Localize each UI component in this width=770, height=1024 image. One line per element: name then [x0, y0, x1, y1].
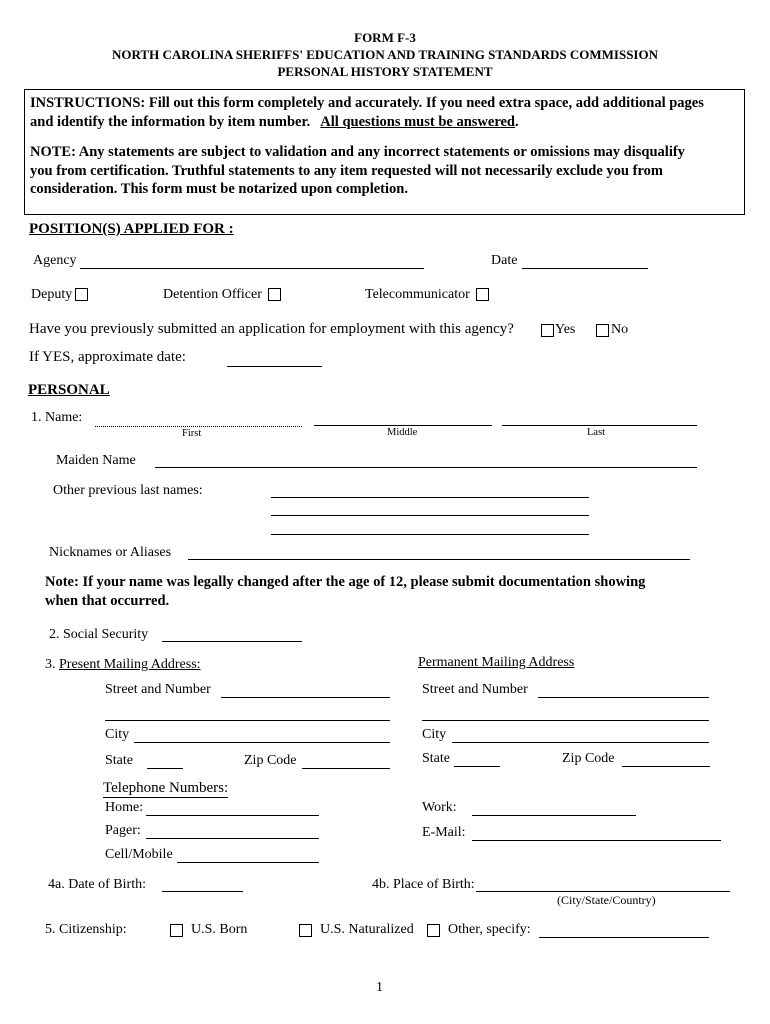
detention-officer-label: Detention Officer	[163, 287, 262, 302]
other-citizenship-checkbox[interactable]	[427, 924, 440, 937]
present-street-field[interactable]	[221, 697, 390, 698]
other-citizenship-label: Other, specify:	[448, 922, 531, 937]
telecommunicator-label: Telecommunicator	[365, 287, 470, 302]
ssn-field[interactable]	[162, 641, 302, 642]
nicknames-field[interactable]	[188, 559, 690, 560]
email-label: E-Mail:	[422, 825, 466, 840]
maiden-name-field[interactable]	[155, 467, 697, 468]
home-phone-label: Home:	[105, 800, 144, 815]
cell-field[interactable]	[177, 862, 319, 863]
yes-label: Yes	[555, 322, 576, 337]
present-address-heading: 3. Present Mailing Address:	[45, 657, 201, 672]
other-last-name-field-1[interactable]	[271, 497, 589, 498]
deputy-checkbox[interactable]	[75, 288, 88, 301]
permanent-zip-field[interactable]	[622, 766, 710, 767]
other-last-name-field-2[interactable]	[271, 515, 589, 516]
other-citizenship-field[interactable]	[539, 937, 709, 938]
permanent-state-label: State	[422, 751, 450, 766]
present-state-field[interactable]	[147, 768, 183, 769]
permanent-street-line-2[interactable]	[422, 720, 709, 721]
name-change-note: Note: If your name was legally changed after the age of 12, please submit documentation showing when that occurred.	[45, 574, 646, 609]
us-naturalized-label: U.S. Naturalized	[320, 922, 414, 937]
present-zip-field[interactable]	[302, 768, 390, 769]
commission-name: NORTH CAROLINA SHERIFFS' EDUCATION AND TRAINING STANDARDS COMMISSION	[112, 47, 658, 62]
last-caption: Last	[587, 427, 606, 438]
telephone-heading: Telephone Numbers:	[103, 780, 229, 796]
agency-field[interactable]	[80, 268, 424, 269]
us-born-checkbox[interactable]	[170, 924, 183, 937]
permanent-street-field[interactable]	[538, 697, 709, 698]
work-phone-field[interactable]	[472, 815, 636, 816]
pob-field[interactable]	[476, 891, 730, 892]
personal-heading: PERSONAL	[28, 382, 110, 398]
other-last-name-field-3[interactable]	[271, 534, 589, 535]
present-state-label: State	[105, 753, 133, 768]
ssn-label: 2. Social Security	[49, 627, 149, 642]
work-phone-label: Work:	[422, 800, 457, 815]
first-caption: First	[182, 428, 202, 439]
other-last-names-label: Other previous last names:	[53, 483, 203, 498]
present-street-line-2[interactable]	[105, 720, 390, 721]
permanent-address-heading: Permanent Mailing Address	[418, 655, 575, 670]
permanent-state-field[interactable]	[454, 766, 500, 767]
email-field[interactable]	[472, 840, 721, 841]
deputy-label: Deputy	[31, 287, 73, 302]
us-naturalized-checkbox[interactable]	[299, 924, 312, 937]
agency-label: Agency	[33, 253, 77, 268]
pob-hint: (City/State/Country)	[557, 893, 656, 907]
detention-officer-checkbox[interactable]	[268, 288, 281, 301]
present-city-field[interactable]	[134, 742, 390, 743]
pob-label: 4b. Place of Birth:	[372, 877, 475, 892]
date-label: Date	[491, 253, 518, 268]
present-city-label: City	[105, 727, 130, 742]
us-born-label: U.S. Born	[191, 922, 248, 937]
present-zip-label: Zip Code	[244, 753, 297, 768]
pager-label: Pager:	[105, 823, 141, 838]
instructions-text: INSTRUCTIONS: Fill out this form completely and accurately. If you need extra space, add additional pages and identify the information by item number. All questions must be answered.	[30, 95, 704, 130]
page-number: 1	[376, 980, 383, 995]
middle-caption: Middle	[387, 427, 418, 438]
citizenship-label: 5. Citizenship:	[45, 922, 127, 937]
nicknames-label: Nicknames or Aliases	[49, 545, 172, 560]
middle-name-field[interactable]	[314, 425, 492, 426]
dob-field[interactable]	[162, 891, 243, 892]
permanent-zip-label: Zip Code	[562, 751, 615, 766]
prev-application-question: Have you previously submitted an application for employment with this agency?	[29, 321, 514, 337]
name-label: 1. Name:	[31, 410, 83, 425]
cell-label: Cell/Mobile	[105, 847, 173, 862]
page-title: PERSONAL HISTORY STATEMENT	[277, 64, 493, 79]
first-name-field[interactable]	[95, 426, 302, 427]
home-phone-field[interactable]	[146, 815, 319, 816]
telecommunicator-checkbox[interactable]	[476, 288, 489, 301]
all-questions-emphasis: All questions must be answered	[320, 113, 515, 130]
date-field[interactable]	[522, 268, 648, 269]
maiden-name-label: Maiden Name	[56, 453, 136, 468]
prev-application-date-field[interactable]	[227, 366, 322, 367]
prev-application-no-checkbox[interactable]	[596, 324, 609, 337]
prev-application-yes-checkbox[interactable]	[541, 324, 554, 337]
present-street-label: Street and Number	[105, 682, 211, 697]
form-id: FORM F-3	[354, 30, 416, 45]
permanent-city-label: City	[422, 727, 447, 742]
permanent-street-label: Street and Number	[422, 682, 528, 697]
no-label: No	[611, 322, 629, 337]
instructions-note: NOTE: Any statements are subject to validation and any incorrect statements or omissions may disqualify you from certification. Truthful statements to any item requested will not necessarily exclude you from consideration. This form must be notarized upon completion.	[30, 144, 685, 197]
permanent-city-field[interactable]	[452, 742, 709, 743]
last-name-field[interactable]	[502, 425, 697, 426]
if-yes-date-label: If YES, approximate date:	[29, 349, 186, 365]
position-heading: POSITION(S) APPLIED FOR :	[29, 221, 234, 237]
pager-field[interactable]	[146, 838, 319, 839]
dob-label: 4a. Date of Birth:	[48, 877, 146, 892]
